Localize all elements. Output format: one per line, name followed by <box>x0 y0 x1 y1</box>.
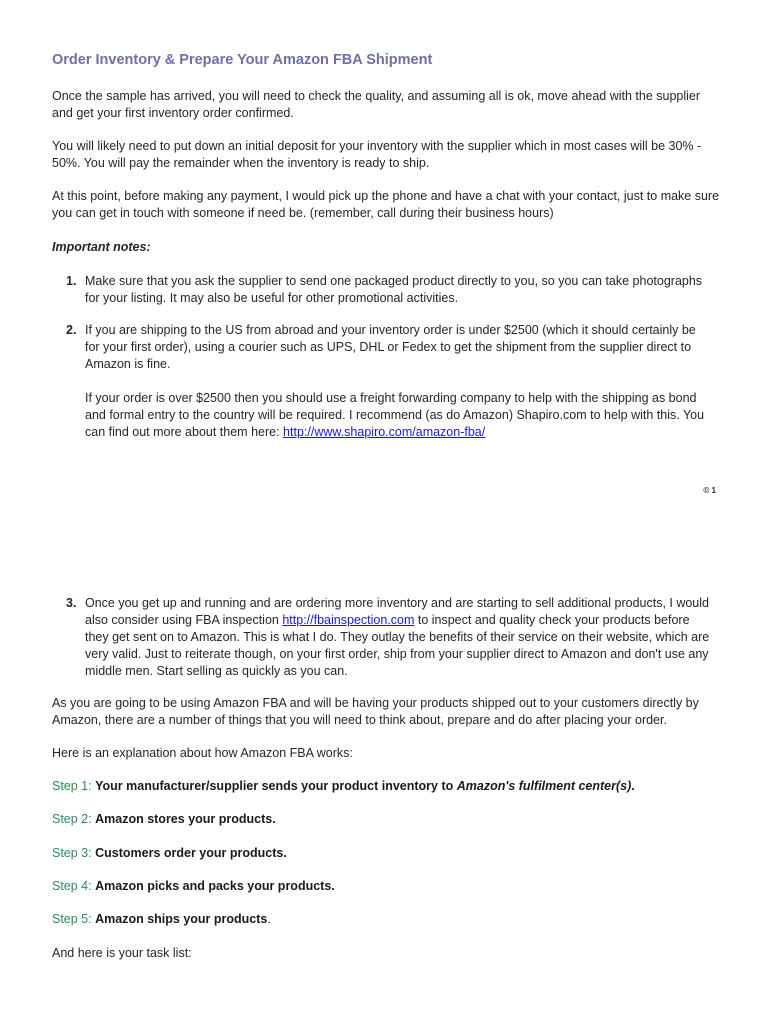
list-item-text: If you are shipping to the US from abroad and your inventory order is under $2500 (which it should certainly be for your first order), using a courier such as UPS, DHL or Fedex to get the shipment from the supplier direct to Amazon is fine. <box>85 323 696 371</box>
step-text-end: . <box>267 912 271 926</box>
fbainspection-link[interactable]: http://fbainspection.com <box>282 613 415 627</box>
page-number: © 1 <box>703 486 716 495</box>
list-item-text: Make sure that you ask the supplier to send one packaged product directly to you, so you can take photographs for your listing. It may also be useful for other promotional activities. <box>85 274 703 305</box>
step-text-end: . <box>631 779 635 793</box>
step-1 <box>52 778 720 795</box>
fba-inspection-text-end: to inspect and quality check your products before they get sent on to Amazon. This is what I do. They outlay the benefits of their service on their website, which are very valid. Just to reiterate though, on your first order, ship from your supplier direct to Amazon and don't use any middle men. Start selling as quickly as you can. <box>85 613 710 678</box>
page-title: Order Inventory & Prepare Your Amazon FBA Shipment <box>52 52 433 68</box>
list-item-text <box>85 595 712 680</box>
list-item <box>52 595 712 680</box>
step-label: Step 5: <box>52 912 92 926</box>
step-4 <box>52 878 720 895</box>
step-text-emphasis: Amazon's fulfilment center(s) <box>456 779 632 793</box>
step-label: Step 3: <box>52 846 92 860</box>
step-text: Amazon stores your products. <box>95 812 276 826</box>
shipping-paragraph-text: If your order is over $2500 then you should use a freight forwarding company to help with the shipping as bond and formal entry to the country will be required. I recommend (as do Amazon) Shapiro.com to help with this. You can find out more about them here: <box>85 391 705 439</box>
task-list-intro: And here is your task list: <box>52 946 192 960</box>
step-text: Amazon ships your products <box>95 912 268 926</box>
paragraph-amazon-fba-intro: As you are going to be using Amazon FBA and will be having your products shipped out to your customers directly by Amazon, there are a number of things that you will need to think about, prepare and do after placing your order. <box>52 696 699 727</box>
step-3 <box>52 845 720 862</box>
important-notes-heading: Important notes: <box>52 240 151 254</box>
paragraph-explanation: Here is an explanation about how Amazon FBA works: <box>52 746 353 760</box>
list-number: 3. <box>66 596 77 610</box>
list-item-text-continued <box>85 390 712 441</box>
step-label: Step 2: <box>52 812 92 826</box>
fba-inspection-text: Once you get up and running and are ordering more inventory and are starting to sell additional products, I would also consider using FBA inspection <box>85 596 709 627</box>
step-label: Step 1: <box>52 779 92 793</box>
shapiro-link[interactable]: http://www.shapiro.com/amazon-fba/ <box>283 425 486 439</box>
step-label: Step 4: <box>52 879 92 893</box>
paragraph-phone-contact: At this point, before making any payment, I would pick up the phone and have a chat with your contact, just to make sure you can get in touch with someone if need be. (remember, call during their business hours) <box>52 189 720 220</box>
paragraph-sample-arrived: Once the sample has arrived, you will need to check the quality, and assuming all is ok, move ahead with the supplier and get your first inventory order confirmed. <box>52 89 701 120</box>
list-item <box>52 273 712 307</box>
step-2 <box>52 811 720 828</box>
list-item <box>52 322 712 441</box>
paragraph-deposit: You will likely need to put down an initial deposit for your inventory with the supplier which in most cases will be 30% - 50%. You will pay the remainder when the inventory is ready to ship. <box>52 139 702 170</box>
step-text: Customers order your products. <box>95 846 287 860</box>
step-5 <box>52 911 720 928</box>
step-text <box>95 779 635 793</box>
list-number: 1. <box>66 274 77 288</box>
list-number: 2. <box>66 323 77 337</box>
step-text: Amazon picks and packs your products. <box>95 879 335 893</box>
step-text-main: Your manufacturer/supplier sends your product inventory to <box>95 779 457 793</box>
